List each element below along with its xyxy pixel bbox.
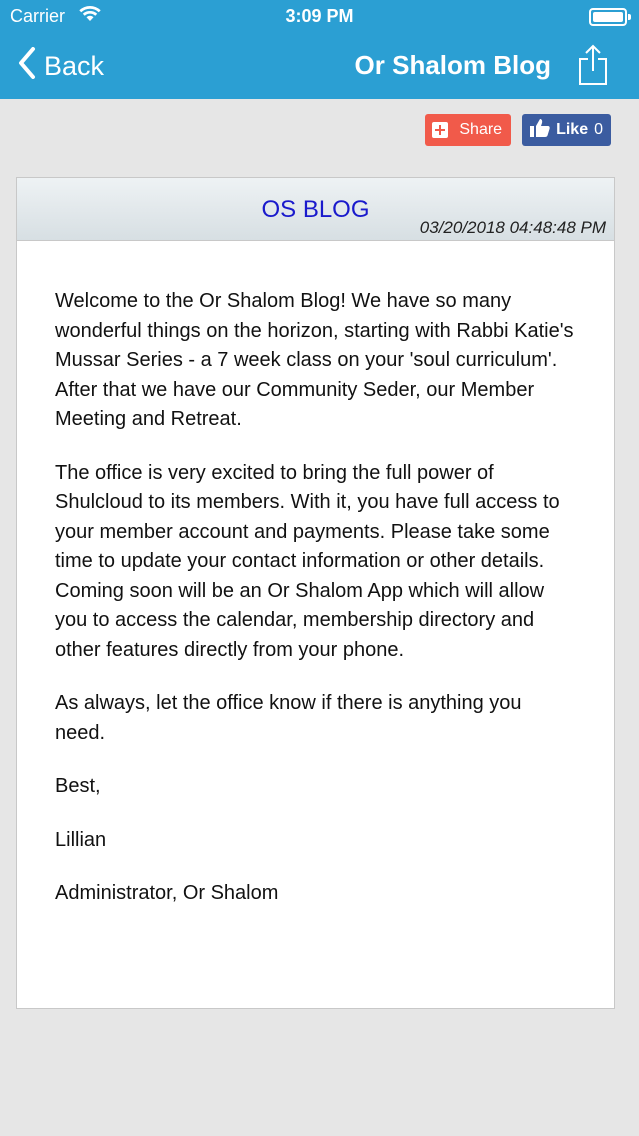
blog-post-card	[16, 177, 615, 1009]
carrier-label: Carrier	[10, 6, 66, 26]
status-bar	[0, 0, 639, 32]
plus-icon	[432, 122, 448, 138]
post-paragraph: Best,	[55, 775, 101, 797]
back-button[interactable]	[18, 48, 104, 84]
post-paragraph: Administrator, Or Shalom	[55, 882, 279, 904]
like-label: Like	[556, 121, 589, 138]
back-label: Back	[44, 50, 105, 81]
like-button[interactable]	[522, 114, 611, 146]
post-paragraph: Welcome to the Or Shalom Blog! We have so many wonderful things on the horizon, starting with Rabbi Katie's Mussar Series - a 7 week class on your 'soul curriculum'. After that we have our Community Seder, our Member Meeting and Retreat.	[55, 290, 574, 430]
share-icon[interactable]	[577, 44, 609, 86]
post-body	[17, 241, 614, 909]
share-button[interactable]	[425, 114, 511, 146]
nav-bar	[0, 32, 639, 99]
share-label: Share	[459, 121, 503, 138]
post-paragraph: The office is very excited to bring the full power of Shulcloud to its members. With it, you have full access to your member account and payments. Please take some time to update your contact information or other details. Coming soon will be an Or Shalom App which will allow you to access the calendar, membership directory and other features directly from your phone.	[55, 461, 560, 661]
thumbs-up-icon	[530, 118, 550, 142]
battery-icon	[589, 8, 627, 26]
social-buttons	[425, 114, 611, 146]
post-header	[17, 178, 614, 241]
chevron-left-icon	[18, 47, 36, 86]
post-paragraph: Lillian	[55, 828, 107, 851]
clock: 3:09 PM	[285, 6, 354, 26]
post-date: 03/20/2018 04:48:48 PM	[419, 218, 606, 237]
post-title: OS BLOG	[261, 196, 370, 223]
post-paragraph: As always, let the office know if there is anything you need.	[55, 692, 522, 744]
like-count: 0	[594, 121, 603, 138]
app-header	[0, 0, 639, 99]
page-title: Or Shalom Blog	[354, 50, 551, 80]
